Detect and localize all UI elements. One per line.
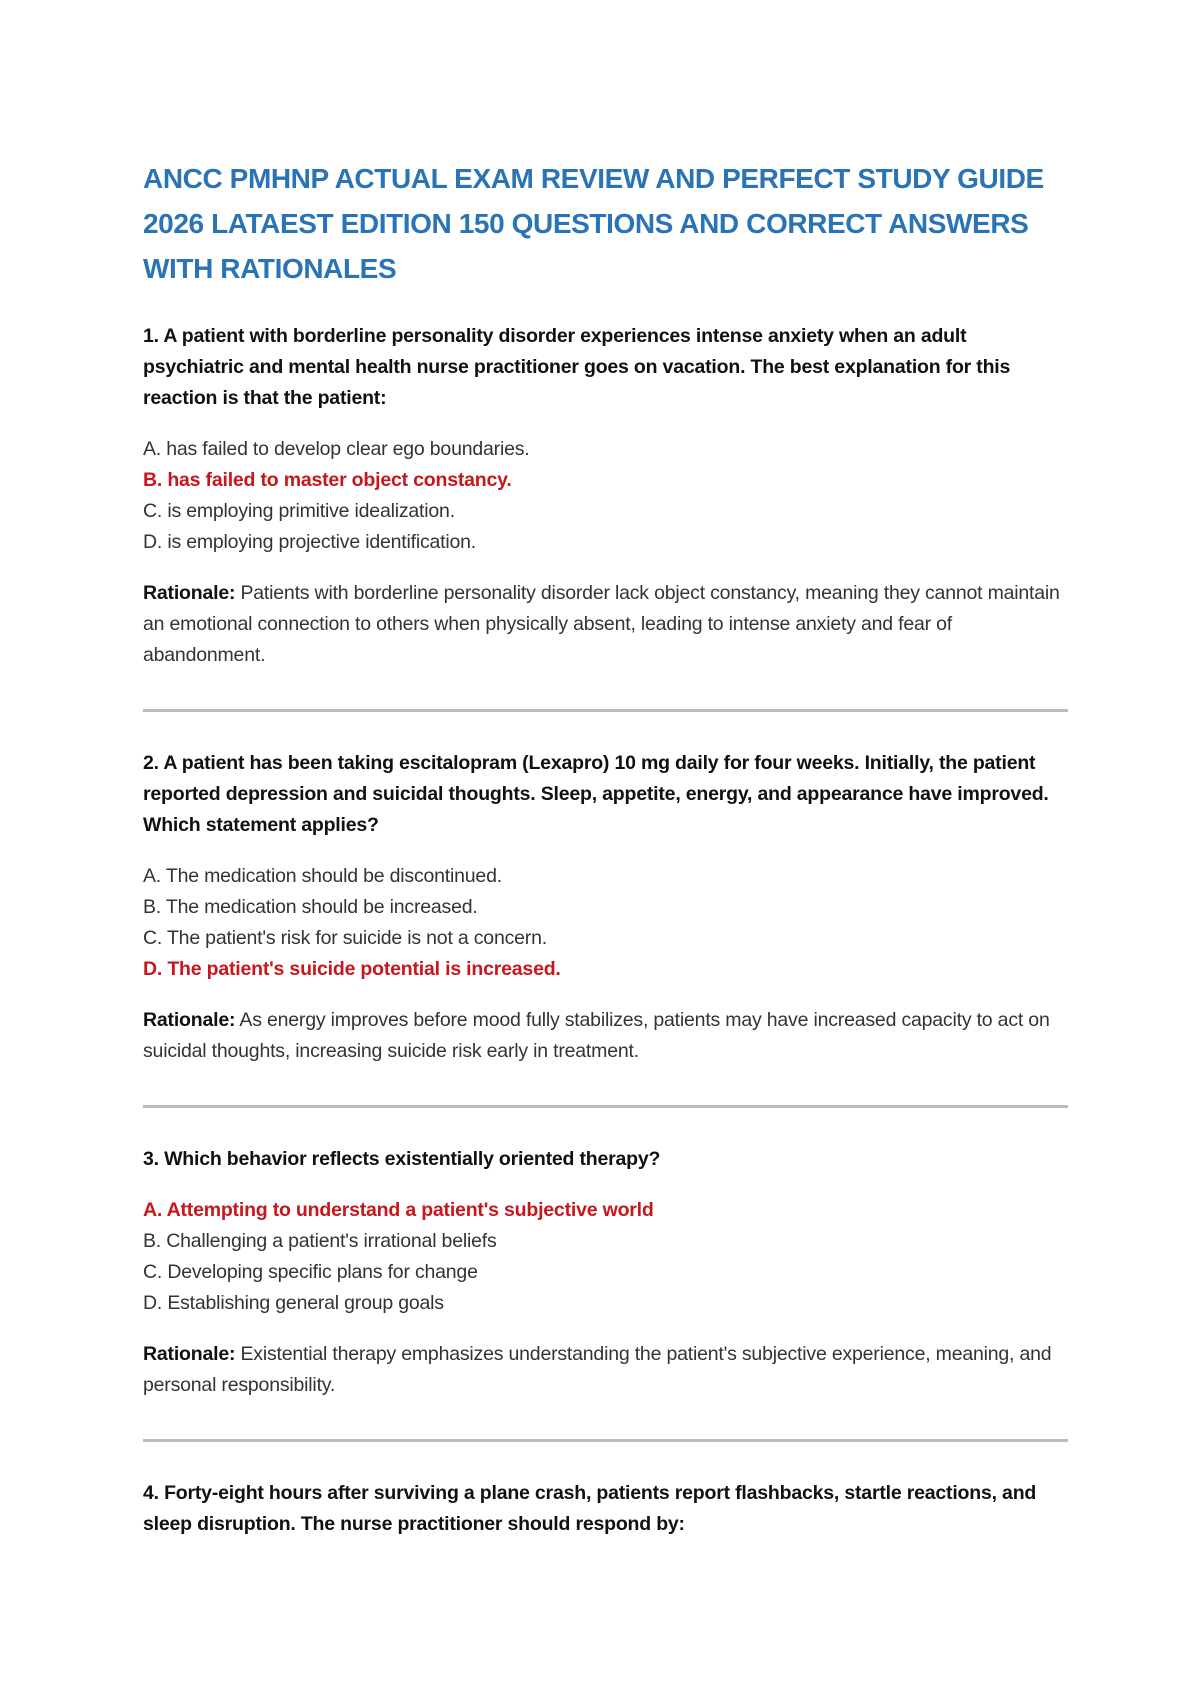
document-page: [143, 156, 1068, 1560]
question-divider: [143, 1439, 1068, 1442]
document-title: ANCC PMHNP ACTUAL EXAM REVIEW AND PERFECT STUDY GUIDE 2026 LATAEST EDITION 150 QUESTIONS AND CORRECT ANSWERS WITH RATIONALES: [143, 163, 1044, 284]
answer-options: [143, 861, 1068, 985]
question-text: 2. A patient has been taking escitalopram (Lexapro) 10 mg daily for four weeks. Initially, the patient reported depression and suicidal thoughts. Sleep, appetite, energy, and appearance have improved. Which statement applies?: [143, 752, 1049, 836]
answer-option-a: A. The medication should be discontinued.: [143, 865, 502, 887]
answer-option-c: C. is employing primitive idealization.: [143, 500, 455, 522]
rationale: [143, 1005, 1068, 1067]
correct-answer-option-a: A. Attempting to understand a patient's subjective world: [143, 1199, 654, 1221]
answer-option-d: D. is employing projective identification.: [143, 531, 477, 553]
rationale: [143, 578, 1068, 671]
question-block-3: [143, 1144, 1068, 1401]
rationale-text: As energy improves before mood fully stabilizes, patients may have increased capacity to act on suicidal thoughts, increasing suicide risk early in treatment.: [143, 1009, 1050, 1062]
answer-options: [143, 434, 1068, 558]
question-divider: [143, 709, 1068, 712]
question-block-2: [143, 748, 1068, 1067]
question-text: 1. A patient with borderline personality disorder experiences intense anxiety when an adult psychiatric and mental health nurse practitioner goes on vacation. The best explanation for this reaction is that the patient:: [143, 325, 1011, 409]
rationale: [143, 1339, 1068, 1401]
answer-option-d: D. Establishing general group goals: [143, 1292, 444, 1314]
rationale-label: Rationale:: [143, 1009, 236, 1031]
answer-options: [143, 1195, 1068, 1319]
answer-option-c: C. The patient's risk for suicide is not a concern.: [143, 927, 547, 949]
answer-option-a: A. has failed to develop clear ego boundaries.: [143, 438, 530, 460]
correct-answer-option-d: D. The patient's suicide potential is increased.: [143, 958, 561, 980]
answer-option-b: B. Challenging a patient's irrational beliefs: [143, 1230, 497, 1252]
rationale-text: Patients with borderline personality disorder lack object constancy, meaning they cannot maintain an emotional connection to others when physically absent, leading to intense anxiety and fear of abandonment.: [143, 582, 1060, 666]
answer-option-c: C. Developing specific plans for change: [143, 1261, 478, 1283]
question-block-4: [143, 1478, 1068, 1540]
question-text: 4. Forty-eight hours after surviving a plane crash, patients report flashbacks, startle reactions, and sleep disruption. The nurse practitioner should respond by:: [143, 1482, 1037, 1535]
rationale-label: Rationale:: [143, 1343, 236, 1365]
question-divider: [143, 1105, 1068, 1108]
correct-answer-option-b: B. has failed to master object constancy.: [143, 469, 512, 491]
answer-option-b: B. The medication should be increased.: [143, 896, 478, 918]
question-text: 3. Which behavior reflects existentially oriented therapy?: [143, 1148, 661, 1170]
rationale-text: Existential therapy emphasizes understanding the patient's subjective experience, meaning, and personal responsibility.: [143, 1343, 1052, 1396]
question-block-1: [143, 321, 1068, 671]
rationale-label: Rationale:: [143, 582, 236, 604]
